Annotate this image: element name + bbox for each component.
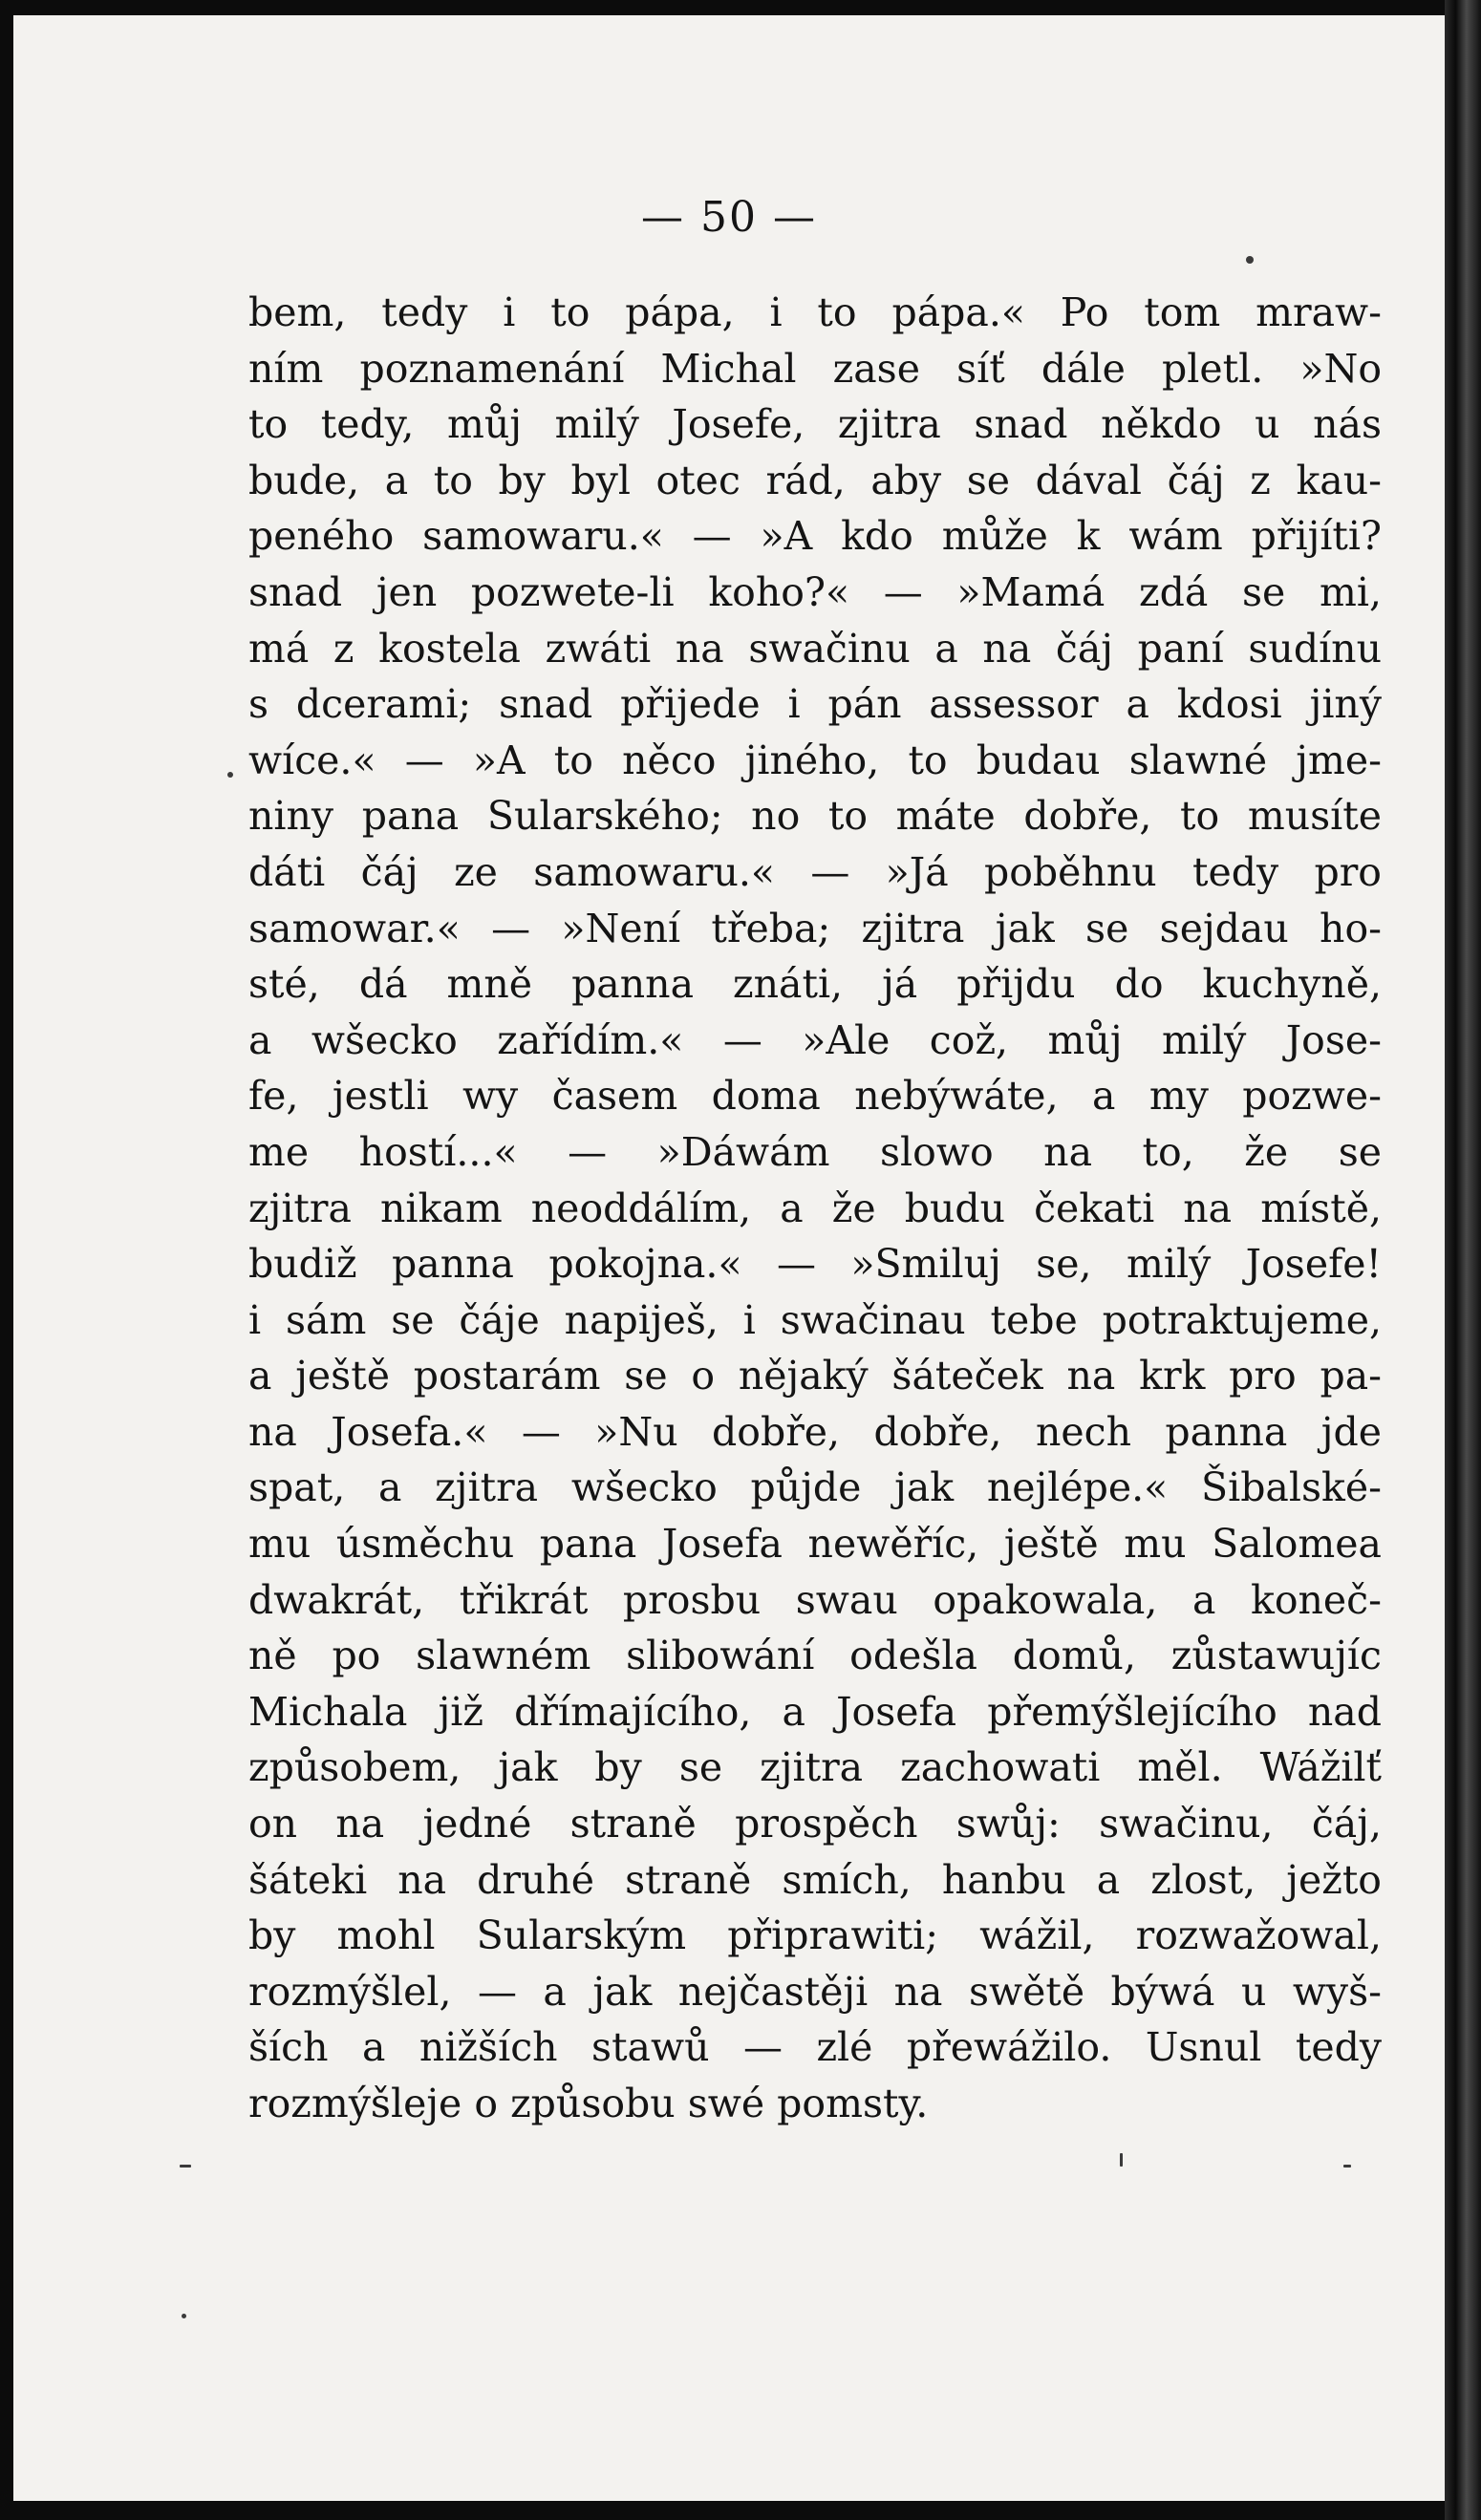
text-line: samowar.« — »Není třeba; zjitra jak se sejdau ho- bbox=[248, 905, 1382, 951]
text-line: by mohl Sularským připrawiti; wážil, rozwažowal, bbox=[248, 1912, 1382, 1959]
text-line: peného samowaru.« — »A kdo může k wám přijíti? bbox=[248, 513, 1382, 560]
text-line: rozmýšleje o způsobu swé pomsty. bbox=[248, 2081, 929, 2126]
text-line: způsobem, jak by se zjitra zachowati měl. Wážilť bbox=[248, 1744, 1382, 1791]
text-line: sté, dá mně panna znáti, já přijdu do kuchyně, bbox=[248, 961, 1382, 1008]
text-line: na Josefa.« — »Nu dobře, dobře, nech panna jde bbox=[248, 1408, 1382, 1455]
text-line: niny pana Sularského; no to máte dobře, to musíte bbox=[248, 793, 1382, 840]
book-spine-edge bbox=[1445, 0, 1481, 2520]
print-speck bbox=[1343, 2165, 1351, 2168]
print-speck bbox=[182, 2314, 186, 2318]
text-line: ním poznamenání Michal zase síť dále pletl. »No bbox=[248, 345, 1382, 392]
text-line: ších a nižších stawů — zlé přewážilo. Usnul tedy bbox=[248, 2024, 1382, 2071]
text-line: rozmýšlel, — a jak nejčastěji na swětě býwá u wyš- bbox=[248, 1968, 1382, 2015]
text-line: i sám se čáje napiješ, i swačinau tebe potraktujeme, bbox=[248, 1296, 1382, 1343]
text-line: me hostí...« — »Dáwám slowo na to, že se bbox=[248, 1128, 1382, 1175]
print-speck bbox=[227, 772, 233, 778]
text-line: fe, jestli wy časem doma nebýwáte, a my pozwe- bbox=[248, 1073, 1382, 1120]
text-line: bem, tedy i to pápa, i to pápa.« Po tom mraw- bbox=[248, 289, 1382, 335]
page-number: — 50 — bbox=[641, 193, 817, 242]
print-speck bbox=[180, 2165, 191, 2168]
text-line: on na jedné straně prospěch swůj: swačinu, čáj, bbox=[248, 1801, 1382, 1847]
text-line: spat, a zjitra wšecko půjde jak nejlépe.« Šibalské- bbox=[248, 1464, 1382, 1511]
text-line: to tedy, můj milý Josefe, zjitra snad někdo u nás bbox=[248, 401, 1382, 448]
text-line: wíce.« — »A to něco jiného, to budau slawné jme- bbox=[248, 737, 1382, 783]
text-line: zjitra nikam neoddálím, a že budu čekati na místě, bbox=[248, 1185, 1382, 1231]
print-speck bbox=[1120, 2153, 1123, 2167]
text-line: a ještě postarám se o nějaký šáteček na krk pro pa- bbox=[248, 1353, 1382, 1399]
text-line: mu úsměchu pana Josefa newěříc, ještě mu Salomea bbox=[248, 1521, 1382, 1568]
text-line: šáteki na druhé straně smích, hanbu a zlost, ježto bbox=[248, 1856, 1382, 1903]
text-line: budiž panna pokojna.« — »Smiluj se, milý Josefe! bbox=[248, 1241, 1382, 1288]
text-line: ně po slawném slibowání odešla domů, zůstawujíc bbox=[248, 1633, 1382, 1679]
text-line: dáti čáj ze samowaru.« — »Já poběhnu tedy pro bbox=[248, 848, 1382, 895]
print-speck bbox=[1246, 256, 1254, 264]
text-line: bude, a to by byl otec rád, aby se dával čáj z kau- bbox=[248, 457, 1382, 503]
book-page bbox=[13, 15, 1445, 2501]
text-line: snad jen pozwete-li koho?« — »Mamá zdá se mi, bbox=[248, 568, 1382, 615]
body-text bbox=[248, 285, 1382, 2132]
text-line: dwakrát, třikrát prosbu swau opakowala, a koneč- bbox=[248, 1576, 1382, 1623]
text-line: a wšecko zařídím.« — »Ale což, můj milý Jose- bbox=[248, 1016, 1382, 1063]
text-line: s dcerami; snad přijede i pán assessor a kdosi jiný bbox=[248, 681, 1382, 728]
text-line: Michala již dřímajícího, a Josefa přemýšlejícího nad bbox=[248, 1688, 1382, 1735]
text-line: má z kostela zwáti na swačinu a na čáj paní sudínu bbox=[248, 625, 1382, 672]
